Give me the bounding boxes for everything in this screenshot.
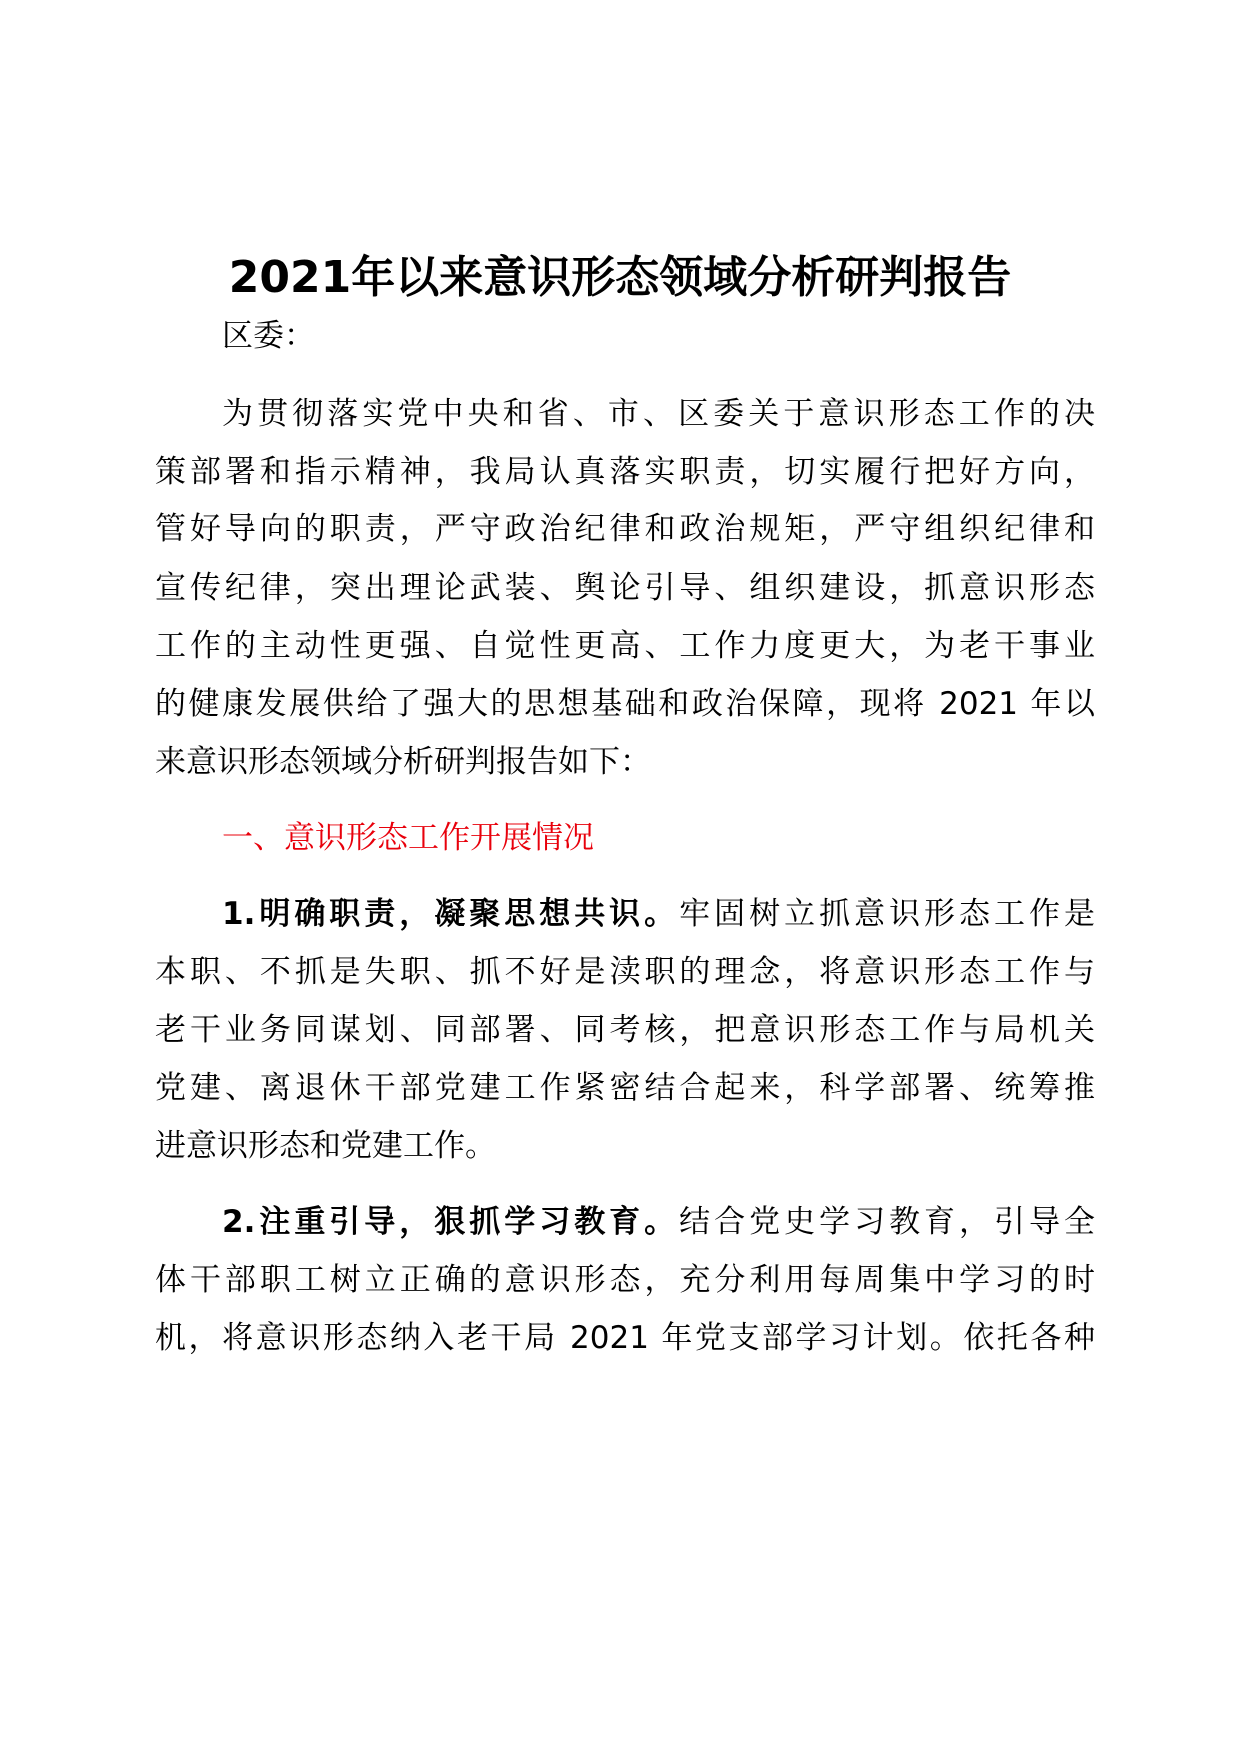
item-2-text: 结合党史学习教育，引导全 [679,1204,1095,1240]
item-1-line: 老干业务同谋划、同部署、同考核，把意识形态工作与局机关 [155,1012,1095,1048]
item-2-first-line [222,1200,1095,1244]
intro-line: 管好导向的职责，严守政治纪律和政治规矩，严守组织纪律和 [155,511,1095,547]
intro-line: 为贯彻落实党中央和省、市、区委关于意识形态工作的决 [222,396,1095,432]
item-1-first-line [222,892,1095,936]
item-2-line: 机，将意识形态纳入老干局 2021 年党支部学习计划。依托各种 [155,1320,1095,1356]
item-2-heading: 2.注重引导，狠抓学习教育。 [222,1204,680,1240]
salutation: 区委： [222,318,315,354]
intro-line: 工作的主动性更强、自觉性更高、工作力度更大，为老干事业 [155,628,1095,664]
section-heading: 一、意识形态工作开展情况 [222,820,594,856]
item-1-line: 本职、不抓是失职、抓不好是渎职的理念，将意识形态工作与 [155,954,1095,990]
item-1-line: 党建、离退休干部党建工作紧密结合起来，科学部署、统筹推 [155,1070,1095,1106]
intro-line: 来意识形态领域分析研判报告如下： [155,744,651,780]
item-1-text: 牢固树立抓意识形态工作是 [679,896,1095,932]
item-1-heading: 1.明确职责，凝聚思想共识。 [222,896,680,932]
document-title: 2021年以来意识形态领域分析研判报告 [228,252,1012,303]
item-1-line: 进意识形态和党建工作。 [155,1128,496,1164]
intro-line: 策部署和指示精神，我局认真落实职责，切实履行把好方向， [155,454,1095,490]
item-2-line: 体干部职工树立正确的意识形态，充分利用每周集中学习的时 [155,1262,1095,1298]
intro-line: 宣传纪律，突出理论武装、舆论引导、组织建设，抓意识形态 [155,570,1095,606]
intro-line: 的健康发展供给了强大的思想基础和政治保障，现将 2021 年以 [155,686,1095,722]
